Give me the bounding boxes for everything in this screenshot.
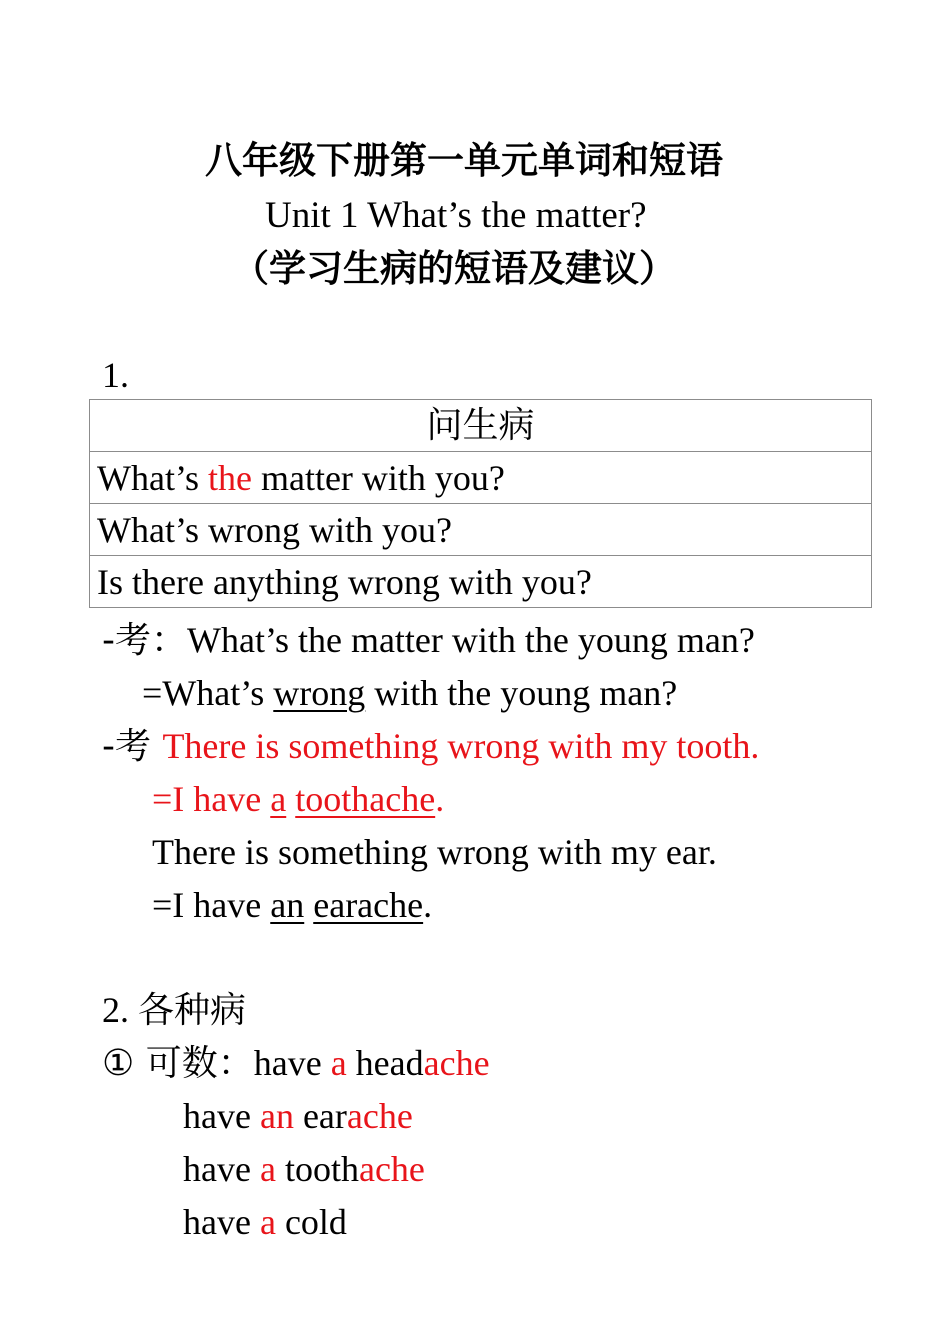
section-2-heading: 2. 各种病 bbox=[102, 990, 247, 1030]
table-cell bbox=[90, 452, 872, 504]
illness-item bbox=[183, 1204, 347, 1240]
highlight-text: ache bbox=[346, 1096, 413, 1136]
text: =I have bbox=[152, 885, 271, 925]
ear-sentence: There is something wrong with my ear. bbox=[152, 832, 717, 872]
text: cold bbox=[275, 1202, 347, 1242]
highlight-text: an bbox=[259, 1096, 294, 1136]
underlined-text: earache bbox=[313, 885, 424, 925]
text: have bbox=[183, 1202, 260, 1242]
underlined-text: wrong bbox=[273, 673, 366, 713]
underlined-text: an bbox=[270, 885, 305, 925]
exam-line-2 bbox=[102, 728, 759, 765]
text: . bbox=[435, 779, 445, 819]
text: ear bbox=[293, 1096, 347, 1136]
text: have bbox=[253, 1043, 331, 1083]
unit-title: Unit 1 What’s the matter? bbox=[265, 195, 647, 236]
page-title: 八年级下册第一单元单词和短语 bbox=[205, 139, 723, 182]
section-1-number: 1. bbox=[102, 355, 129, 395]
table-row bbox=[90, 556, 872, 608]
table-row bbox=[90, 504, 872, 556]
exam-line-1 bbox=[102, 622, 755, 659]
text: with the young man? bbox=[365, 673, 678, 713]
table-row bbox=[90, 452, 872, 504]
exam-line-2-equivalent bbox=[152, 781, 444, 817]
text bbox=[304, 885, 313, 925]
illness-item bbox=[102, 1045, 490, 1082]
page-subtitle: （学习生病的短语及建议） bbox=[232, 247, 676, 290]
exam-prefix: -考： bbox=[102, 620, 187, 661]
ear-sentence-equivalent bbox=[152, 887, 432, 923]
highlight-text: a bbox=[259, 1149, 276, 1189]
text: . bbox=[423, 885, 433, 925]
illness-item bbox=[183, 1151, 425, 1187]
text: tooth bbox=[275, 1149, 359, 1189]
text: matter with you? bbox=[251, 457, 505, 498]
highlight-text: the bbox=[207, 457, 252, 498]
highlight-text: There is something wrong with my tooth. bbox=[162, 726, 760, 766]
text: What’s the matter with the young man? bbox=[187, 620, 755, 660]
table-cell: What’s wrong with you? bbox=[90, 504, 872, 556]
text: have bbox=[183, 1096, 260, 1136]
text: have bbox=[183, 1149, 260, 1189]
exam-line-1-equivalent bbox=[142, 675, 677, 711]
text: What’s bbox=[97, 457, 208, 498]
text: =What’s bbox=[142, 673, 274, 713]
list-marker: ① 可数： bbox=[102, 1043, 254, 1084]
exam-prefix: -考 bbox=[102, 726, 163, 767]
table-cell: Is there anything wrong with you? bbox=[90, 556, 872, 608]
table-row bbox=[90, 400, 872, 452]
text: head bbox=[346, 1043, 424, 1083]
underlined-text: a bbox=[270, 779, 287, 819]
highlight-text: ache bbox=[423, 1043, 490, 1083]
text: =I have bbox=[152, 779, 271, 819]
underlined-text: toothache bbox=[295, 779, 436, 819]
illness-item bbox=[183, 1098, 413, 1134]
table-header: 问生病 bbox=[90, 400, 872, 452]
ask-illness-table bbox=[89, 399, 872, 608]
text bbox=[286, 779, 295, 819]
highlight-text: ache bbox=[358, 1149, 425, 1189]
highlight-text: a bbox=[330, 1043, 347, 1083]
highlight-text: a bbox=[259, 1202, 276, 1242]
